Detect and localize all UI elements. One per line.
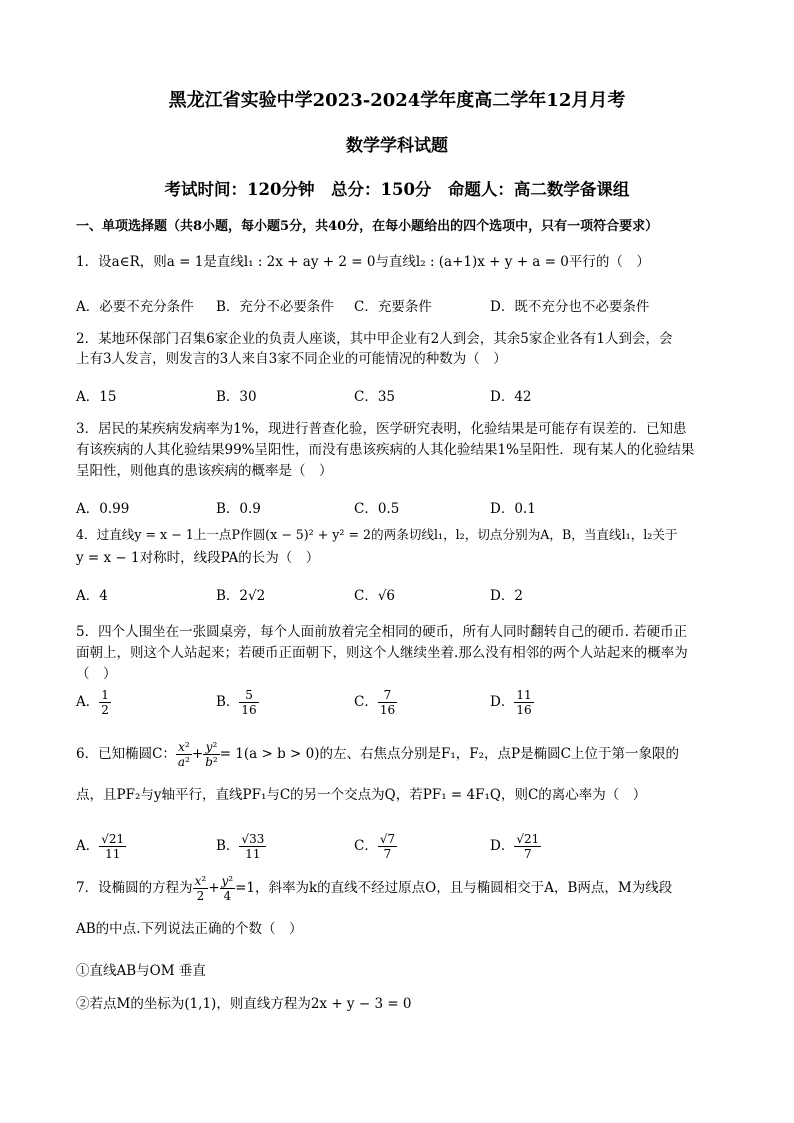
q3-option-a: A．0.99 xyxy=(76,501,130,517)
fraction: $\frac{7}{16}$ xyxy=(379,688,396,717)
q6-option-c: C． $\frac{√7}{7}$ xyxy=(354,832,396,861)
question-4-line2: y = x − 1对称时，线段PA的长为（ ） xyxy=(76,550,320,566)
ellipse-term-x: $\frac{\text{x²}}{2}$ xyxy=(194,874,207,903)
q4-option-d: D．2 xyxy=(490,588,523,604)
fraction: $\frac{11}{16}$ xyxy=(516,688,532,717)
fraction: $\frac{5}{16}$ xyxy=(241,688,257,717)
question-6-line1: 6．已知椭圆C： $\frac{\text{x²}}{\text{a²}}$ + $\frac{\text{y²}}{\text{b²}}$ = 1(a > b > 0)的左、右焦点分别是F₁，F₂，点P是椭圆C上位于第一象限的 xyxy=(76,740,679,769)
q5-option-b: B． $\frac{5}{16}$ xyxy=(216,688,257,717)
q5-option-a: A． $\frac{1}{2}$ xyxy=(76,688,109,717)
question-4-line1: 4．过直线y = x − 1上一点P作圆(x − 5)² + y² = 2的两条切线l₁，l₂，切点分别为A，B，当直线l₁，l₂关于 xyxy=(76,527,678,542)
q4-option-b: B．2√2 xyxy=(216,588,266,604)
fraction: $\frac{√33}{11}$ xyxy=(241,832,265,861)
question-7-item-2: ②若点M的坐标为(1,1)，则直线方程为2x + y − 3 = 0 xyxy=(76,996,412,1012)
fraction: $\frac{√21}{7}$ xyxy=(516,832,540,861)
question-1-stem: 1．设a∈R，则a = 1是直线l₁ : 2x + ay + 2 = 0与直线l₂ : (a+1)x + y + a = 0平行的（ ） xyxy=(76,254,650,270)
ellipse-term-y: $\frac{\text{y²}}{\text{b²}}$ xyxy=(205,740,218,769)
q1-option-a: A．必要不充分条件 xyxy=(76,299,194,315)
q3-option-b: B．0.9 xyxy=(216,501,261,517)
q1-option-d: D．既不充分也不必要条件 xyxy=(490,299,650,315)
q2-option-a: A．15 xyxy=(76,389,117,405)
section-heading: 一、单项选择题（共8小题，每小题5分，共40分，在每小题给出的四个选项中，只有一项符合要求） xyxy=(76,219,659,234)
question-5-line1: 5．四个人围坐在一张圆桌旁，每个人面前放着完全相同的硬币，所有人同时翻转自己的硬币. 若硬币正 xyxy=(76,624,688,640)
q2-option-c: C．35 xyxy=(354,389,396,405)
q1-option-b: B．充分不必要条件 xyxy=(216,299,334,315)
question-7-line2: AB的中点.下列说法正确的个数（ ） xyxy=(76,921,303,937)
fraction: $\frac{1}{2}$ xyxy=(101,688,109,717)
q4-option-c: C．√6 xyxy=(354,588,396,604)
q1-option-c: C．充要条件 xyxy=(354,299,432,315)
q2-option-b: B．30 xyxy=(216,389,257,405)
question-2-line1: 2．某地环保部门召集6家企业的负责人座谈，其中甲企业有2人到会，其余5家企业各有1人到会，会 xyxy=(76,331,673,347)
question-5-line3: （ ） xyxy=(76,666,117,682)
q3-option-d: D．0.1 xyxy=(490,501,536,517)
question-6-line2: 点，且PF₂与y轴平行，直线PF₁与C的另一个交点为Q，若PF₁ = 4F₁Q，则C的离心率为（ ） xyxy=(76,787,647,803)
question-2-line2: 上有3人发言，则发言的3人来自3家不同企业的可能情况的种数为（ ） xyxy=(76,351,507,367)
question-3-line1: 3．居民的某疾病发病率为1%，现进行普查化验，医学研究表明，化验结果是可能存有误差的．已知患 xyxy=(76,421,687,437)
exam-title: 黑龙江省实验中学2023-2024学年度高二学年12月月考 xyxy=(168,90,626,111)
ellipse-term-x: $\frac{\text{x²}}{\text{a²}}$ xyxy=(177,740,190,769)
q6-option-b: B． $\frac{√33}{11}$ xyxy=(216,832,265,861)
q6-option-a: A． $\frac{√21}{11}$ xyxy=(76,832,125,861)
question-3-line3: 呈阳性，则他真的患该疾病的概率是（ ） xyxy=(76,463,333,479)
fraction: $\frac{√21}{11}$ xyxy=(101,832,125,861)
q3-option-c: C．0.5 xyxy=(354,501,400,517)
fraction: $\frac{√7}{7}$ xyxy=(379,832,396,861)
q6-option-d: D． $\frac{√21}{7}$ xyxy=(490,832,540,861)
question-7-item-1: ①直线AB与OM 垂直 xyxy=(76,963,206,979)
question-3-line2: 有该疾病的人其化验结果99%呈阳性，而没有患该疾病的人其化验结果1%呈阳性．现有某人的化验结果 xyxy=(76,442,695,458)
question-5-line2: 面朝上，则这个人站起来；若硬币正面朝下，则这个人继续坐着.那么没有相邻的两个人站起来的概率为 xyxy=(76,645,688,661)
q2-option-d: D．42 xyxy=(490,389,532,405)
q4-option-a: A．4 xyxy=(76,588,108,604)
q5-option-c: C． $\frac{7}{16}$ xyxy=(354,688,396,717)
q5-option-d: D． $\frac{11}{16}$ xyxy=(490,688,532,717)
exam-meta: 考试时间：120分钟 总分：150分 命题人：高二数学备课组 xyxy=(164,180,630,199)
exam-subtitle: 数学学科试题 xyxy=(346,136,448,156)
question-7-line1: 7．设椭圆的方程为 $\frac{\text{x²}}{2}$ + $\frac{\text{y²}}{4}$ =1，斜率为k的直线不经过原点O，且与椭圆相交于A，B两点，M为线段 xyxy=(76,874,673,903)
ellipse-term-y: $\frac{\text{y²}}{4}$ xyxy=(221,874,234,903)
